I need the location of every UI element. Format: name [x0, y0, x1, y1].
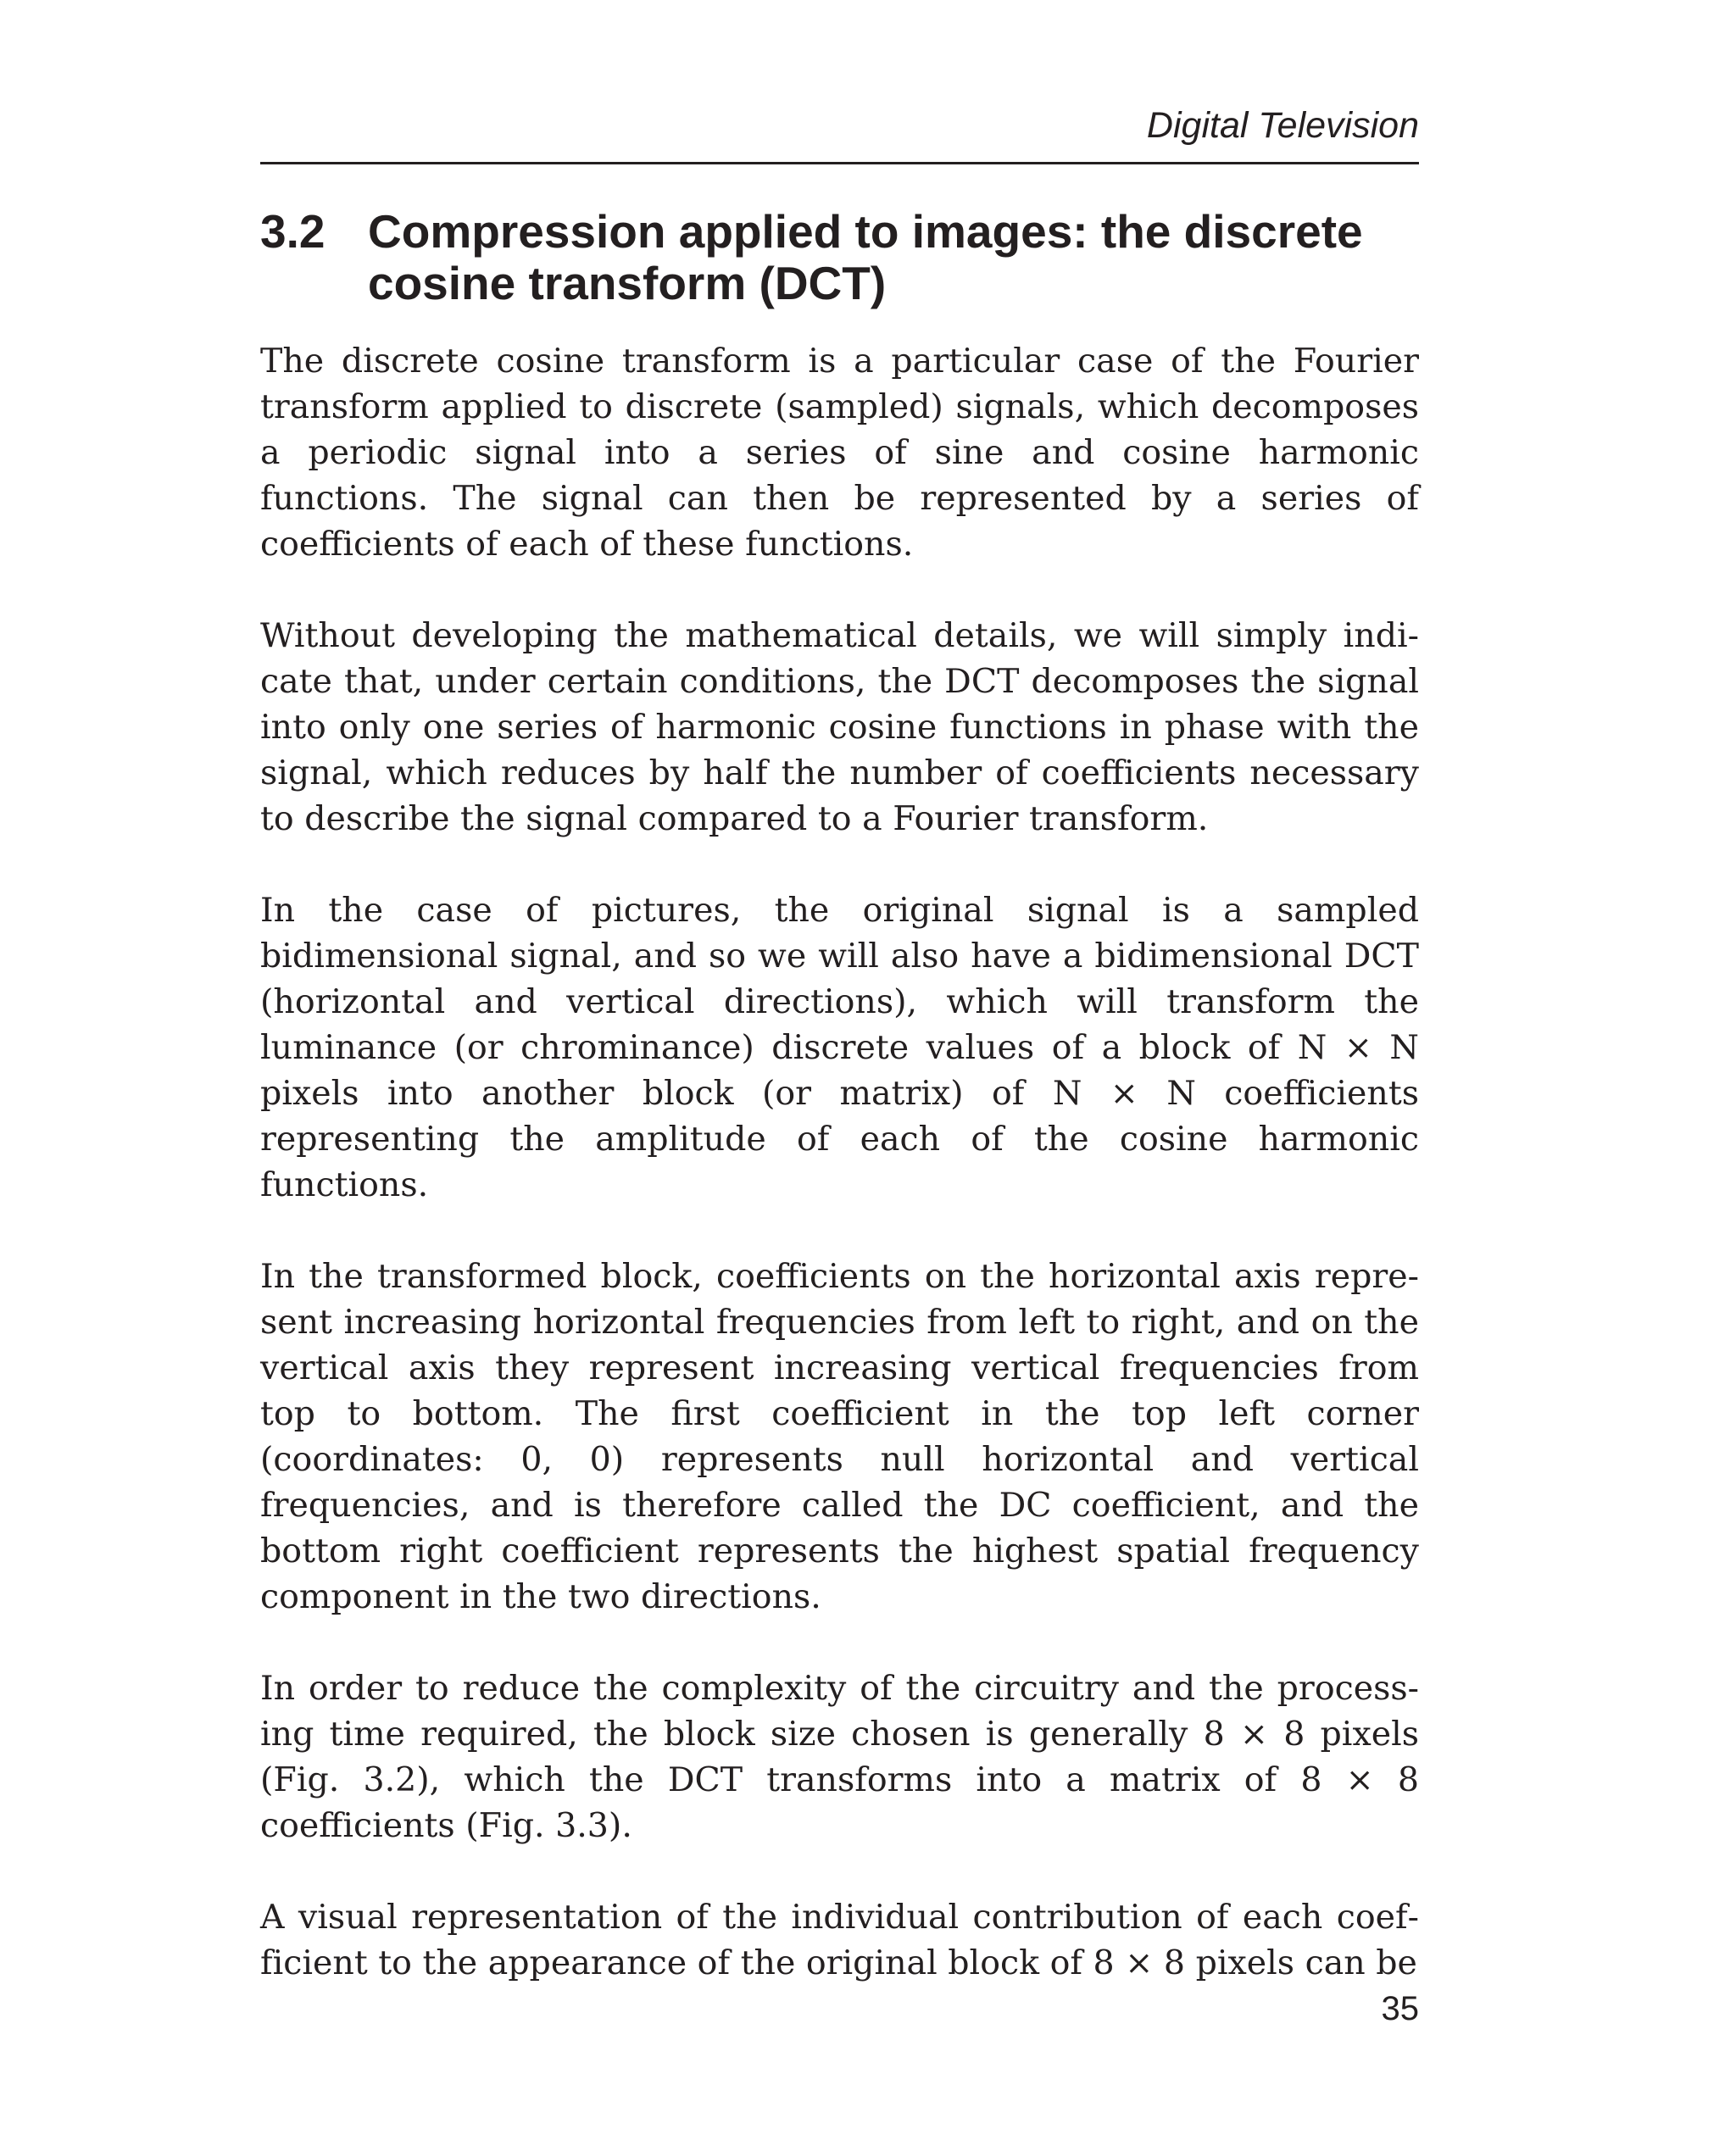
paragraph-block-size: In order to reduce the complexity of the circuitry and the processing time required, the block size chosen is generally 8 × 8 pixels (Fig. 3.2), which the DCT transforms into a matrix of 8 × 8 coefficients (Fig. 3.3).	[260, 1669, 1419, 1845]
section-heading	[260, 206, 1419, 309]
page-header	[260, 102, 1419, 164]
body-text	[260, 338, 1419, 1986]
paragraph-dct-vs-fourier: Without developing the mathematical details, we will simply indicate that, under certain conditions, the DCT decomposes the signal into only one series of harmonic cosine functions in phase with the signal, which reduces by half the number of coefficients necessary to describe the signal compared to a Fourier transform.	[260, 616, 1419, 838]
paragraph-dct-definition: The discrete cosine transform is a particular case of the Fourier transform applied to discrete (sampled) signals, which decomposes a periodic signal into a series of sine and cosine harmonic functions. The signal can then be represented by a series of coefficients of each of these functions.	[260, 342, 1419, 564]
paragraph-visual-representation: A visual representation of the individual contribution of each coefficient to the appearance of the original block of 8 × 8 pixels can be	[260, 1898, 1419, 1982]
paragraph-bidimensional-dct: In the case of pictures, the original signal is a sampled bidimensional signal, and so we will also have a bidimensional DCT (horizontal and vertical directions), which will transform the luminance (or chrominance) discrete values of a block of N × N pixels into another block (or matrix) of N × N coefficients representing the amplitude of each of the cosine harmonic functions.	[260, 891, 1419, 1204]
section-title: Compression applied to images: the discrete cosine transform (DCT)	[368, 205, 1363, 309]
paragraph-transformed-block: In the transformed block, coefficients on the horizontal axis represent increasing horizontal frequencies from left to right, and on the vertical axis they represent increasing vertical frequencies from top to bottom. The first coefficient in the top left corner (coordinates: 0, 0) represents null horizontal and vertical frequencies, and is therefore called the DC coefficient, and the bottom right coefficient represents the highest spatial frequency component in the two directions.	[260, 1257, 1419, 1616]
section-number: 3.2	[260, 205, 326, 258]
page-number: 35	[1381, 1990, 1419, 2027]
running-head: Digital Television	[1146, 105, 1419, 146]
